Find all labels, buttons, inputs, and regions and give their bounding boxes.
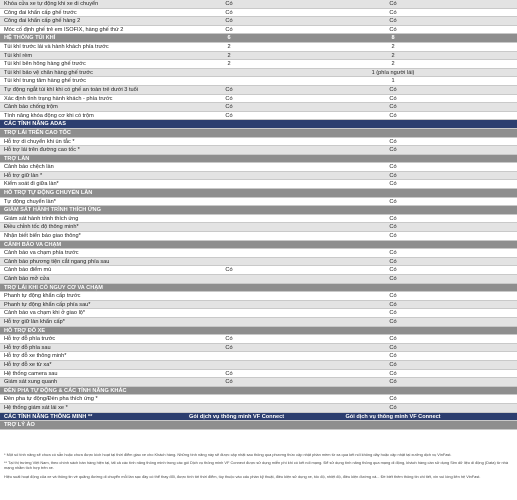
table-row <box>0 378 517 387</box>
feature-label: Hỗ trợ đỗ xe thông minh* <box>4 353 67 360</box>
value-col-2 <box>269 241 517 249</box>
value-col-1 <box>189 258 269 266</box>
feature-label: Hỗ trợ giữ làn khẩn cấp* <box>4 318 65 325</box>
section-header-row <box>0 155 517 164</box>
footnotes <box>4 452 513 482</box>
feature-label: Cảnh báo va chạm khi ở giao lộ* <box>4 310 86 317</box>
value-col-1: 2 <box>227 61 231 68</box>
value-col-1 <box>189 275 269 283</box>
value-col-1 <box>189 189 269 197</box>
value-col-1: Có <box>225 104 233 111</box>
table-row <box>0 292 517 301</box>
feature-label: TRỢ LÁI KHI CÓ NGUY CƠ VA CHẠM <box>4 284 103 291</box>
feature-label: Cảnh báo điểm mù <box>4 267 52 274</box>
value-col-1 <box>189 215 269 223</box>
value-col-1: Có <box>225 26 233 33</box>
table-row <box>0 172 517 181</box>
value-col-1: Có <box>225 112 233 119</box>
feature-label: HỖ TRỢ TỰ ĐỘNG CHUYỂN LÀN <box>4 190 93 197</box>
table-row <box>0 215 517 224</box>
value-col-2: Gói dịch vụ thông minh VF Connect <box>345 413 441 420</box>
value-col-2: Có <box>389 404 397 411</box>
value-col-2: Có <box>389 86 397 93</box>
value-col-1 <box>189 241 269 249</box>
value-col-2 <box>269 155 517 163</box>
value-col-2: Có <box>389 1 397 7</box>
value-col-2: Có <box>389 353 397 360</box>
table-row <box>0 318 517 327</box>
table-row <box>0 309 517 318</box>
value-col-2: Có <box>389 318 397 325</box>
feature-label: Tự động chuyển làn* <box>4 198 56 205</box>
value-col-1 <box>189 404 269 412</box>
value-col-1: Có <box>225 370 233 377</box>
table-row <box>0 180 517 189</box>
value-col-2: Có <box>389 396 397 403</box>
section-header-row <box>0 327 517 336</box>
feature-label: TRỢ LÀN <box>4 155 30 162</box>
feature-label: Cảnh báo va chạm phía trước <box>4 250 79 257</box>
value-col-1 <box>189 129 269 137</box>
value-col-1 <box>189 138 269 146</box>
feature-label: GIÁM SÁT HÀNH TRÌNH THÍCH ỨNG <box>4 207 101 214</box>
value-col-1 <box>189 77 269 85</box>
feature-label: Xác định tình trạng hành khách - phía trước <box>4 95 113 102</box>
feature-label: Đèn pha tự động/Đèn pha thích ứng * <box>4 396 98 403</box>
feature-label: Tự động ngắt túi khí khi có ghế an toàn trẻ dưới 3 tuổi <box>4 86 138 93</box>
value-col-1 <box>189 395 269 403</box>
value-col-1 <box>189 318 269 326</box>
table-row <box>0 370 517 379</box>
table-row <box>0 103 517 112</box>
value-col-2: Có <box>389 310 397 317</box>
value-col-2: Có <box>389 172 397 179</box>
value-col-2 <box>269 387 517 395</box>
value-col-2: 2 <box>391 52 395 59</box>
table-row <box>0 52 517 61</box>
value-col-2: Có <box>389 198 397 205</box>
feature-label: Hệ thống giám sát lái xe * <box>4 404 68 411</box>
value-col-1: Có <box>225 95 233 102</box>
table-row <box>0 17 517 26</box>
table-row <box>0 26 517 35</box>
value-col-2: Có <box>389 344 397 351</box>
feature-label: Phanh tự động khẩn cấp trước <box>4 293 81 300</box>
feature-label: Phanh tự động khẩn cấp phía sau* <box>4 301 91 308</box>
feature-label: Khóa cửa xe tự động khi xe di chuyển <box>4 1 99 7</box>
feature-label: Hệ thống camera sau <box>4 370 58 377</box>
value-col-1 <box>189 249 269 257</box>
value-col-2 <box>269 327 517 335</box>
section-header-row <box>0 206 517 215</box>
feature-label: Cảnh báo chệch làn <box>4 164 54 171</box>
feature-label: Điều chỉnh tốc độ thông minh* <box>4 224 79 231</box>
feature-label: Giám sát hành trình thích ứng <box>4 215 79 222</box>
value-col-1: 2 <box>227 52 231 59</box>
table-row <box>0 258 517 267</box>
value-col-1: Có <box>225 86 233 93</box>
value-col-2: Có <box>389 276 397 282</box>
value-col-1 <box>189 327 269 335</box>
value-col-2: Có <box>389 9 397 16</box>
value-col-2: Có <box>389 336 397 343</box>
value-col-2: Có <box>389 164 397 171</box>
value-col-2: Có <box>389 26 397 33</box>
value-col-1 <box>189 155 269 163</box>
value-col-1: Có <box>225 267 233 274</box>
feature-label: Nhận biết biển báo giao thông* <box>4 233 81 240</box>
feature-label: Túi khí rèm <box>4 52 32 59</box>
table-row <box>0 352 517 361</box>
footnote-3: Hiệu suất hoạt động của xe và thông tin về quãng đường di chuyển mỗi lần sạc đầy có thể thay đổi, được tính tới thời điểm, tùy thuộc vào cấu phần kỹ thuật, điều kiện sử dụng xe, tốc độ, nhiệt độ, điều kiện đường xá... Đề biết thêm thông tin chi tiết, xin vui lòng liên hệ VinFast. <box>4 473 481 479</box>
section-header-row <box>0 129 517 138</box>
table-row <box>0 361 517 370</box>
value-col-2: Có <box>389 147 397 154</box>
feature-label: Tính năng khóa động cơ khi có trộm <box>4 112 94 119</box>
value-col-1 <box>189 301 269 309</box>
section-header-row <box>0 387 517 396</box>
value-col-1: 2 <box>227 43 231 50</box>
table-row <box>0 146 517 155</box>
feature-label: Túi khí bảo vệ chân hàng ghế trước <box>4 69 93 76</box>
table-row <box>0 232 517 241</box>
value-col-1: Gói dịch vụ thông minh VF Connect <box>189 413 285 420</box>
feature-label: Cảnh báo mở cửa <box>4 276 50 282</box>
feature-label: Hỗ trợ di chuyển khi ùn tắc * <box>4 138 75 145</box>
table-row <box>0 77 517 86</box>
table-row <box>0 301 517 310</box>
value-col-2: Có <box>389 224 397 231</box>
feature-label: Móc cố định ghế trẻ em ISOFIX, hàng ghế thứ 2 <box>4 26 124 33</box>
value-col-1 <box>189 180 269 188</box>
value-col-2: Có <box>389 370 397 377</box>
value-col-2 <box>269 206 517 214</box>
value-col-1 <box>189 309 269 317</box>
feature-label: Hỗ trợ đỗ xe từ xa* <box>4 361 52 368</box>
value-col-2: Có <box>389 233 397 240</box>
value-col-1 <box>189 206 269 214</box>
table-row <box>0 198 517 207</box>
table-row <box>0 344 517 353</box>
feature-label: Hỗ trợ đỗ phía trước <box>4 336 56 343</box>
footnote-1: * Một số tính năng sẽ chưa có sẵn hoặc chưa được kích hoạt tại thời điểm giao xe cho Khách hàng. Những tính năng này sẽ được cập nhật sau thông qua phương thức cập nhật phần mềm từ xa qua kết nối không dây hoặc cập nhật tại xưởng dịch vụ VinFast. <box>4 452 452 457</box>
value-col-2: Có <box>389 250 397 257</box>
table-row <box>0 69 517 78</box>
section-header-row <box>0 120 517 129</box>
feature-label: CÁC TÍNH NĂNG THÔNG MINH ** <box>4 413 93 420</box>
value-col-2 <box>269 120 517 128</box>
value-col-1 <box>189 352 269 360</box>
feature-label: Công đai khẩn cấp ghế trước <box>4 9 77 16</box>
value-col-2: Có <box>389 301 397 308</box>
value-col-1 <box>189 146 269 154</box>
feature-label: Túi khí trước lái và hành khách phía trước <box>4 43 109 50</box>
value-col-2: Có <box>389 104 397 111</box>
value-col-2 <box>269 284 517 292</box>
feature-label: Cảnh báo phương tiện cắt ngang phía sau <box>4 258 110 265</box>
value-col-1 <box>189 361 269 369</box>
value-col-2: 8 <box>391 35 395 42</box>
value-col-1 <box>189 223 269 231</box>
value-col-2: Có <box>389 215 397 222</box>
table-row <box>0 223 517 232</box>
table-row <box>0 60 517 69</box>
feature-label: CÁC TÍNH NĂNG ADAS <box>4 121 66 128</box>
section-header-row <box>0 34 517 43</box>
table-row <box>0 138 517 147</box>
feature-label: Công đai khẩn cấp ghế hàng 2 <box>4 18 81 25</box>
feature-label: HỆ THỐNG TÚI KHÍ <box>4 35 56 42</box>
value-col-2: Có <box>389 18 397 25</box>
value-col-2: Có <box>389 112 397 119</box>
value-col-2: Có <box>389 293 397 300</box>
table-row <box>0 404 517 413</box>
feature-label: Hỗ trợ giữ làn * <box>4 172 43 179</box>
feature-label: HỖ TRỢ ĐỖ XE <box>4 327 46 334</box>
feature-label: Kiểm soát đi giữa làn* <box>4 181 59 188</box>
value-col-2: 1 (phía người lái) <box>371 69 415 76</box>
table-row <box>0 275 517 284</box>
feature-label: CẢNH BÁO VA CHẠM <box>4 241 62 248</box>
section-header-row <box>0 189 517 198</box>
value-col-2: 2 <box>391 61 395 68</box>
table-row <box>0 9 517 18</box>
section-header-row <box>0 413 517 422</box>
value-col-1 <box>189 284 269 292</box>
table-row <box>0 43 517 52</box>
value-col-1: Có <box>225 1 233 7</box>
feature-label: Cảnh báo chống trộm <box>4 104 58 111</box>
value-col-1 <box>189 172 269 180</box>
table-row <box>0 266 517 275</box>
table-row <box>0 249 517 258</box>
value-col-2 <box>269 129 517 137</box>
section-header-row <box>0 284 517 293</box>
value-col-1 <box>189 120 269 128</box>
value-col-2: Có <box>389 361 397 368</box>
feature-label: Túi khí bên hông hàng ghế trước <box>4 61 86 68</box>
value-col-1: 6 <box>227 35 231 42</box>
value-col-2: Có <box>389 379 397 386</box>
table-row <box>0 163 517 172</box>
value-col-1 <box>189 163 269 171</box>
feature-label: TRỢ LÝ ẢO <box>4 422 35 429</box>
section-header-row <box>0 421 517 430</box>
feature-label: Hỗ trợ lái trên đường cao tốc * <box>4 147 80 154</box>
value-col-2: Có <box>389 267 397 274</box>
value-col-1: Có <box>225 336 233 343</box>
value-col-1 <box>189 387 269 395</box>
value-col-1 <box>189 292 269 300</box>
value-col-1 <box>189 69 269 77</box>
feature-label: Hỗ trợ đỗ phía sau <box>4 344 51 351</box>
footnote-2: ** Tại thị trường Việt Nam, theo chính sách bán hàng hiện tại, tất cả các tính năng thông minh trong các gói Dịch vụ thông minh VF Connect được sử dụng miễn phí khi có kết nối mạng. Để sử dụng tính năng thông qua mạng di động, khách hàng cần sử dụng Sim dữ liệu di động (Data) từ nhà mạng nhằm tích hợp trên xe. <box>4 460 508 471</box>
value-col-1 <box>189 421 269 429</box>
value-col-2: Có <box>389 138 397 145</box>
value-col-2: 2 <box>391 43 395 50</box>
feature-label: TRỢ LÁI TRÊN CAO TỐC <box>4 129 71 136</box>
table-row <box>0 86 517 95</box>
value-col-2: Có <box>389 258 397 265</box>
value-col-1: Có <box>225 344 233 351</box>
table-row <box>0 395 517 404</box>
value-col-1: Có <box>225 9 233 16</box>
value-col-2 <box>269 421 517 429</box>
table-row <box>0 0 517 9</box>
value-col-1 <box>189 198 269 206</box>
table-row <box>0 112 517 121</box>
value-col-2 <box>269 189 517 197</box>
value-col-1 <box>189 232 269 240</box>
value-col-2: Có <box>389 181 397 188</box>
table-row <box>0 335 517 344</box>
value-col-1: Có <box>225 379 233 386</box>
value-col-1: Có <box>225 18 233 25</box>
feature-label: Giám sát xung quanh <box>4 379 58 386</box>
feature-label: ĐÈN PHA TỰ ĐỘNG & CÁC TÍNH NĂNG KHÁC <box>4 387 127 394</box>
table-row <box>0 95 517 104</box>
value-col-2: 1 <box>391 78 395 85</box>
section-header-row <box>0 241 517 250</box>
value-col-2: Có <box>389 95 397 102</box>
feature-label: Túi khí trung tâm hàng ghế trước <box>4 78 87 85</box>
